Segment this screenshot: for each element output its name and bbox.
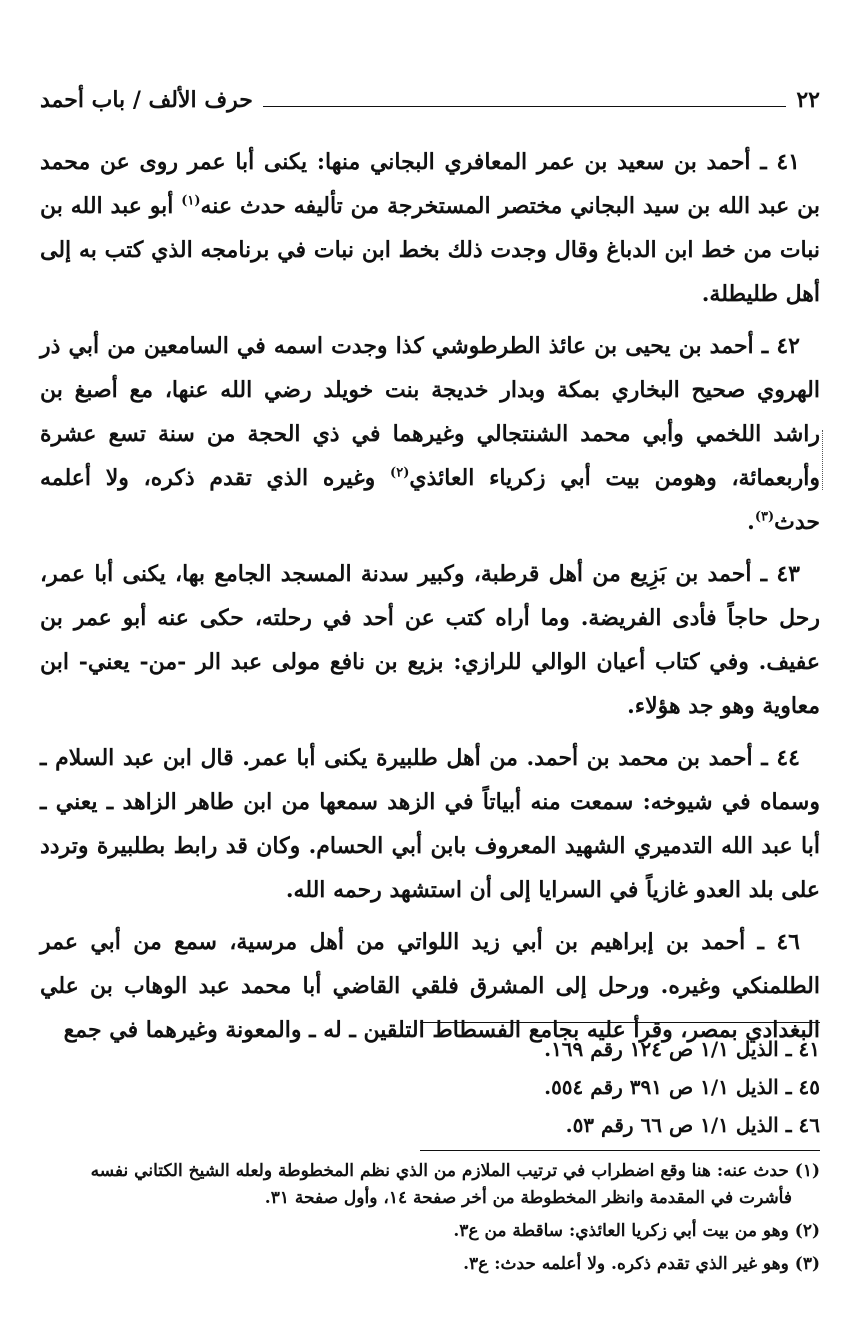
entry-text-continued: أبو عبد الله بن نبات من خط ابن الدباغ وقال وجدت ذلك بخط ابن نبات في برنامجه الذي كتب به إلى أهل طليطلة. <box>40 193 820 307</box>
footnote-text: وهو من بيت أبي زكريا العائذي: ساقطة من ع٣. <box>453 1221 789 1241</box>
footnotes <box>40 1158 820 1284</box>
entry-number: ٤٦ ـ <box>757 929 800 955</box>
entry-number: ٤٣ ـ <box>760 561 800 587</box>
entry-44 <box>40 736 820 912</box>
footnote-1 <box>40 1158 820 1212</box>
entry-text: أحمد بن سعيد بن عمر المعافري البجاني منها: يكنى أبا عمر روى عن محمد بن عبد الله بن سيد البجاني مختصر المستخرجة من تأليفه حدث عنه <box>40 149 820 219</box>
entry-number: ٤٤ ـ <box>761 745 800 771</box>
footnote-2 <box>40 1218 820 1245</box>
footnote-3 <box>40 1251 820 1278</box>
footnotes-separator <box>420 1150 820 1151</box>
page-header <box>40 80 820 120</box>
entry-42 <box>40 324 820 544</box>
entry-number: ٤٢ ـ <box>761 333 800 359</box>
entry-text-end: . <box>747 509 755 535</box>
header-rule <box>263 106 786 107</box>
entry-text: أحمد بن محمد بن أحمد. من أهل طلبيرة يكنى أبا عمر. قال ابن عبد السلام ـ وسماه في شيوخه: سمعت منه أبياتاً في الزهد سمعها من ابن طاهر الزاهد ـ يعني ـ أبا عبد الله التدميري الشهيد المعروف بابن أبي الحسام. وكان قد رابط بطلبيرة وتردد على بلد العدو غازياً في السرايا إلى أن استشهد رحمه الله. <box>40 745 820 903</box>
running-title: حرف الألف / باب أحمد <box>40 87 253 113</box>
footnote-marker: (٣) <box>754 509 775 525</box>
page-number: ٢٢ <box>796 87 820 113</box>
footnote-marker: (٣) <box>794 1254 820 1274</box>
main-text <box>40 140 820 1060</box>
entry-43 <box>40 552 820 728</box>
reference-line: ٤١ ـ الذيل ١/١ ص ١٢٤ رقم ١٦٩. <box>544 1037 820 1061</box>
footnote-text-continued: فأشرت في المقدمة وانظر المخطوطة من أخر صفحة ١٤، وأول صفحة ٣١. <box>264 1188 792 1208</box>
footnote-marker: (١) <box>181 193 201 209</box>
reference-line: ٤٥ ـ الذيل ١/١ ص ٣٩١ رقم ٥٥٤. <box>544 1075 820 1099</box>
source-references <box>300 1030 820 1144</box>
footnote-marker: (٢) <box>390 465 410 481</box>
entry-text: أحمد بن بَزِيع من أهل قرطبة، وكبير سدنة المسجد الجامع بها، يكنى أبا عمر، رحل حاجاً فأدى الفريضة. وما أراه كتب عن أحد في رحلته، حكى عنه أبو عمر بن عفيف. وفي كتاب أعيان الوالي للرازي: بزيع بن نافع مولى عبد الر -من- يعني- ابن معاوية وهو جد هؤلاء. <box>40 561 820 719</box>
entry-41 <box>40 140 820 316</box>
footnote-text: وهو غير الذي تقدم ذكره. ولا أعلمه حدث: ع٣. <box>463 1254 789 1274</box>
footnote-marker: (١) <box>794 1161 820 1181</box>
reference-line: ٤٦ ـ الذيل ١/١ ص ٦٦ رقم ٥٣. <box>565 1113 820 1137</box>
entry-text: أحمد بن يحيى بن عائذ الطرطوشي كذا وجدت اسمه في السامعين من أبي ذر الهروي صحيح البخاري بمكة وبدار خديجة بنت خويلد رضي الله عنها، مع أصبغ بن راشد اللخمي وأبي محمد الشنتجالي وغيرهما في ذي الحجة من سنة تسع عشرة وأربعمائة، وهومن بيت أبي زكرياء العائذي <box>40 333 820 491</box>
entry-text: أحمد بن إبراهيم بن أبي زيد اللواتي من أهل مرسية، سمع من أبي عمر الطلمنكي وغيره. ورحل إلى المشرق فلقي القاضي أبا محمد عبد الوهاب بن علي البغدادي بمصر، وقرأ عليه بجامع الفسطاط التلقين ـ له ـ والمعونة وغيرهما في جمع <box>40 929 820 1043</box>
footnote-text: حدث عنه: هنا وقع اضطراب في ترتيب الملازم من الذي نظم المخطوطة ولعله الشيخ الكتاني نفسه <box>90 1161 789 1181</box>
references-separator <box>420 1022 820 1023</box>
entry-number: ٤١ ـ <box>760 149 800 175</box>
margin-mark <box>822 430 825 490</box>
entry-text-continued: وغيره الذي تقدم ذكره، ولا أعلمه حدث <box>40 465 820 535</box>
footnote-marker: (٢) <box>794 1221 820 1241</box>
